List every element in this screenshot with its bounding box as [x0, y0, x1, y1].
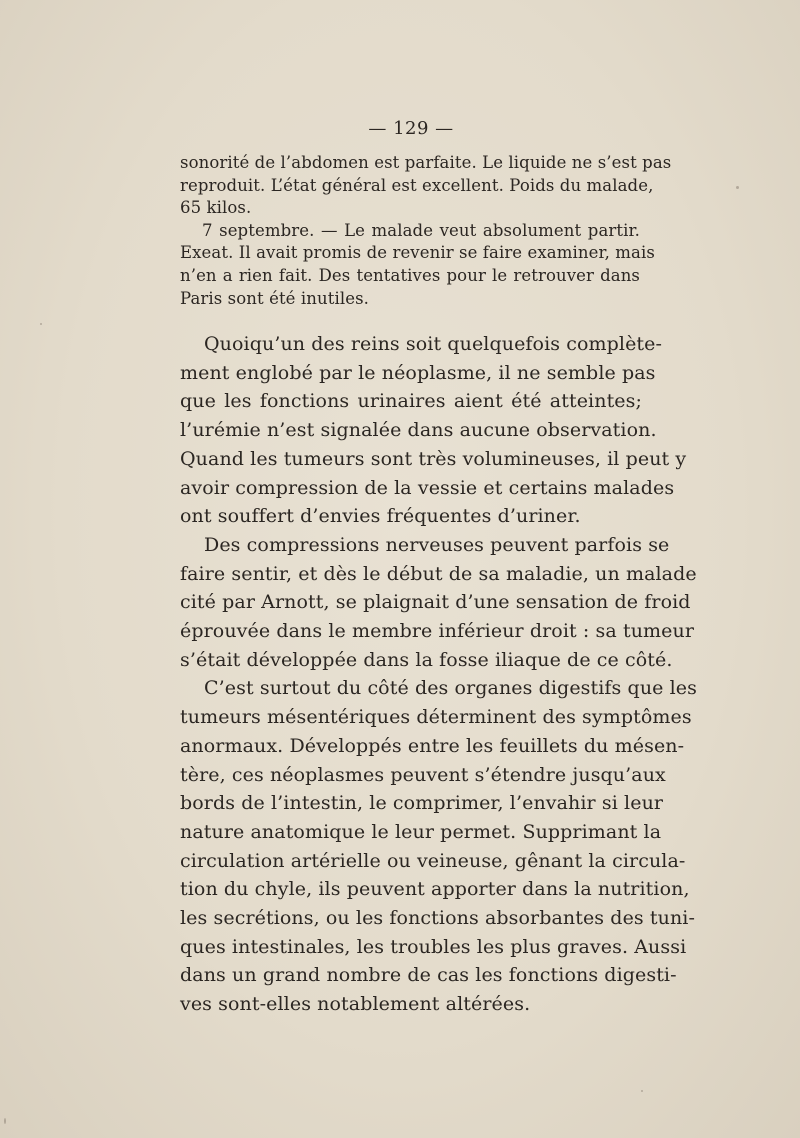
text-line: tumeurs mésentériques déterminent des symptômes: [180, 706, 692, 729]
text-line: éprouvée dans le membre inférieur droit : sa tumeur: [180, 620, 695, 643]
page-number: — 129 —: [368, 118, 454, 139]
text-line: nature anatomique le leur permet. Supprimant la: [180, 820, 662, 843]
text-line: Des compressions nerveuses peuvent parfois se: [204, 533, 670, 556]
text-line: Quoiqu’un des reins soit quelquefois complète-: [204, 333, 663, 355]
text-line: circulation artérielle ou veineuse, gênant la circula-: [180, 849, 686, 872]
text-line: Exeat. Il avait promis de revenir se faire examiner, mais: [180, 243, 655, 263]
text-line: les secrétions, ou les fonctions absorbantes des tuni-: [180, 907, 696, 930]
text-line: 65 kilos.: [180, 198, 252, 218]
observation-text: [180, 152, 672, 310]
text-line: anormaux. Développés entre les feuillets du mésen-: [180, 734, 685, 757]
text-line: ment englobé par le néoplasme, il ne semble pas: [180, 361, 656, 384]
text-line: 7 septembre. — Le malade veut absolument partir.: [202, 220, 640, 240]
text-line: reproduit. L’état général est excellent. Poids du malade,: [180, 175, 654, 195]
text-line: tion du chyle, ils peuvent apporter dans la nutrition,: [180, 878, 690, 901]
text-line: s’était développée dans la fosse iliaque de ce côté.: [180, 648, 673, 671]
text-line: n’en a rien fait. Des tentatives pour le retrouver dans: [180, 265, 640, 285]
text-line: tère, ces néoplasmes peuvent s’étendre jusqu’aux: [180, 763, 666, 786]
text-line: C’est surtout du côté des organes digestifs que les: [204, 677, 698, 700]
text-line: Quand les tumeurs sont très volumineuses, il peut y: [180, 447, 687, 470]
paper-speck: [40, 323, 42, 325]
text-line: ves sont-elles notablement altérées.: [180, 993, 531, 1016]
text-line: avoir compression de la vessie et certains malades: [180, 476, 675, 499]
text-line: bords de l’intestin, le comprimer, l’envahir si leur: [180, 792, 664, 815]
text-line: cité par Arnott, se plaignait d’une sensation de froid: [180, 591, 691, 614]
text-line: dans un grand nombre de cas les fonctions digesti-: [180, 964, 677, 987]
paper-speck: [4, 1118, 6, 1124]
text-line: l’urémie n’est signalée dans aucune observation.: [180, 419, 657, 442]
body-text: [180, 330, 698, 1019]
text-line: que les fonctions urinaires aient été atteintes;: [180, 390, 642, 413]
paper-speck: [736, 186, 739, 189]
paper-speck: [641, 1090, 643, 1092]
text-line: faire sentir, et dès le début de sa maladie, un malade: [180, 562, 697, 585]
text-line: ont souffert d’envies fréquentes d’uriner.: [180, 505, 581, 528]
text-line: ques intestinales, les troubles les plus graves. Aussi: [180, 935, 687, 958]
text-line: sonorité de l’abdomen est parfaite. Le liquide ne s’est pas: [180, 153, 672, 172]
text-line: Paris sont été inutiles.: [180, 288, 369, 308]
